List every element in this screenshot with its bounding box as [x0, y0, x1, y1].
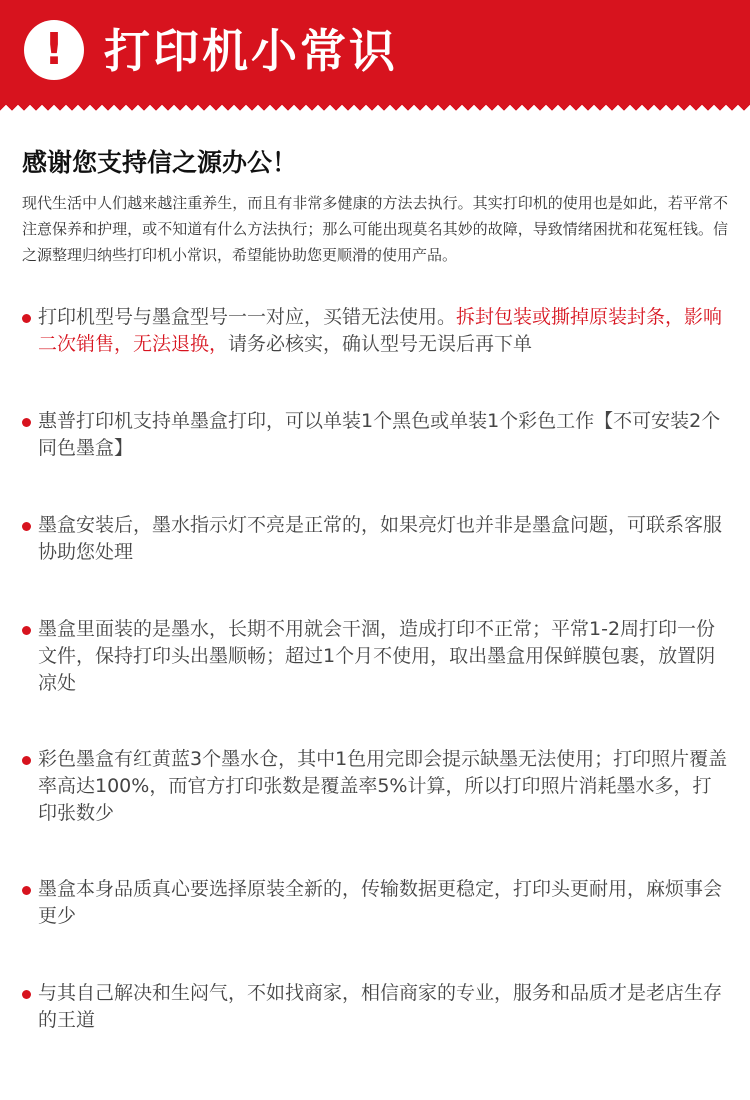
- bullet-dot-icon: [22, 522, 31, 531]
- tip-text: 墨盒本身品质真心要选择原装全新的，传输数据更稳定，打印头更耐用，麻烦事会更少: [38, 878, 723, 927]
- alert-icon: [24, 20, 84, 80]
- tip-text: 彩色墨盒有红黄蓝3个墨水仓，其中1色用完即会提示缺墨无法使用；打印照片覆盖率高达100%，而官方打印张数是覆盖率5%计算，所以打印照片消耗墨水多，打印张数少: [38, 748, 728, 824]
- banner-zigzag-edge: [0, 105, 750, 117]
- tip-item-4: [22, 616, 728, 697]
- tip-text: 请务必核实，确认型号无误后再下单: [228, 333, 533, 355]
- tip-item-1: [22, 304, 728, 358]
- bullet-dot-icon: [22, 418, 31, 427]
- banner-title: 打印机小常识: [104, 24, 398, 78]
- tip-text: 打印机型号与墨盒型号一一对应，买错无法使用。: [38, 306, 457, 328]
- tip-text: 墨盒里面装的是墨水，长期不用就会干涸，造成打印不正常；平常1-2周打印一份文件，保持打印头出墨顺畅；超过1个月不使用，取出墨盒用保鲜膜包裹，放置阴凉处: [38, 618, 716, 694]
- alert-symbol: !: [43, 24, 65, 75]
- bullet-dot-icon: [22, 314, 31, 323]
- bullet-dot-icon: [22, 886, 31, 895]
- tip-text: 墨盒安装后，墨水指示灯不亮是正常的，如果亮灯也并非是墨盒问题，可联系客服协助您处理: [38, 514, 723, 563]
- bullet-dot-icon: [22, 756, 31, 765]
- tip-item-5: [22, 746, 728, 827]
- tip-text: 与其自己解决和生闷气，不如找商家，相信商家的专业，服务和品质才是老店生存的王道: [38, 982, 723, 1031]
- intro-heading: 感谢您支持信之源办公！: [22, 148, 298, 177]
- tip-text: 惠普打印机支持单墨盒打印，可以单装1个黑色或单装1个彩色工作【不可安装2个同色墨盒】: [38, 410, 721, 459]
- tip-item-3: [22, 512, 728, 566]
- intro-body: 现代生活中人们越来越注重养生，而且有非常多健康的方法去执行。其实打印机的使用也是如此，若平常不注意保养和护理，或不知道有什么方法执行；那么可能出现莫名其妙的故障，导致情绪困扰和花冤枉钱。信之源整理归纳些打印机小常识，希望能协助您更顺滑的使用产品。: [22, 194, 728, 264]
- tip-item-6: [22, 876, 728, 930]
- bullet-dot-icon: [22, 626, 31, 635]
- tip-warning-text: 拆封包装或撕掉原装封条，影响二次销售，无法退换，: [38, 306, 723, 355]
- header-banner: [0, 0, 750, 105]
- bullet-dot-icon: [22, 990, 31, 999]
- tip-item-7: [22, 980, 728, 1034]
- tip-item-2: [22, 408, 728, 462]
